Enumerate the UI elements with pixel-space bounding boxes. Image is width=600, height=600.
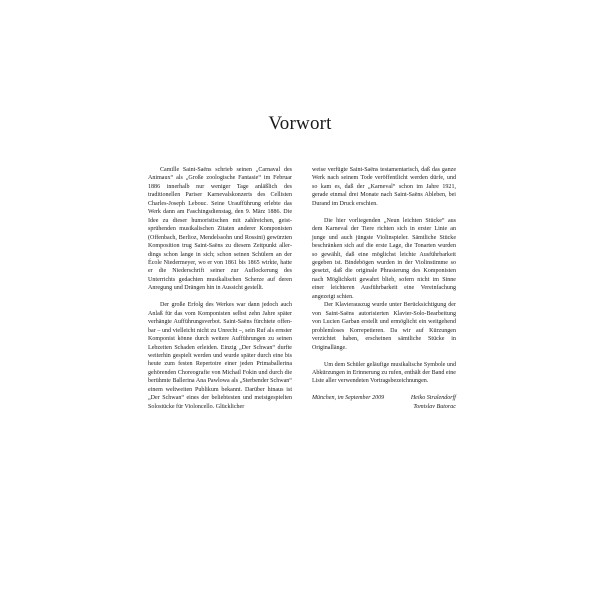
paragraph: Der große Erfolg des Werkes war dann jedoch auch Anlaß für das vom Komponisten selbst zehn Jahre später verhängte Aufführungsverbot. Saint-Saëns fürchtete offenbar – und vielleicht nicht zu Unrecht –, sein Ruf als ernster Komponist könne durch weitere Aufführungen zu seinen Lebzeiten Schaden erleiden. Einzig „Der Schwan“ durfte weiterhin gespielt werden und wurde später durch eine bis heute zum festen Repertoire einer jeden Primaballerina gehörenden Choreografie von Michail Fokin und durch die berühmte Ballerina Ana Pawlowa als „Sterbender Schwan“ einem weltweiten Publikum bekannt. Darüber hinaus ist „Der Schwan“ eines der beliebtesten und meistgespielten Solostücke für Violoncello. Glücklicher [148, 302, 292, 410]
paragraph: weise verfügte Saint-Saëns testamentarisch, daß das ganze Werk nach seinem Tode veröffentlicht werden dürfe, und so kam es, daß der „Karneval“ schon im Jahre 1921, gerade einmal drei Monate nach Saint-Saëns Ableben, bei Durand im Druck erschien. [312, 167, 456, 207]
signature-name: Heiko Stralendorff [410, 395, 456, 402]
signature-place-date: München, im September 2009 [312, 395, 385, 402]
text-column-left [148, 166, 292, 411]
text-column-right [312, 166, 456, 411]
paragraph: Um dem Schüler geläufige musikalische Symbole und Abkürzungen in Erinnerung zu rufen, enthält der Band eine Liste aller verwendeten Vortragsbezeichnungen. [312, 361, 456, 385]
paragraph: Der Klavierauszug wurde unter Berücksichtigung der von Saint-Saëns autorisierten Klavier-Solo-Bearbeitung von Lucien Garban erstellt und ermöglicht ein weitgehend problemloses Korrepetieren. Da wir auf Kürzungen verzichtet haben, erscheinen sämtliche Stücke in Originallänge. [312, 302, 456, 351]
paragraph: Die hier vorliegenden „Neun leichten Stücke“ aus dem Karneval der Tiere richten sich in erster Linie an junge und auch jüngste Violinspieler. Sämtliche Stücke beschränken sich auf die erste Lage, die Tonarten wurden so gewählt, daß eine möglichst leichte Ausführbarkeit gegeben ist. Bindebögen wurden in der Violinstimme so gesetzt, daß die originale Phrasierung des Komponisten nach Möglichkeit gewahrt blieb, sofern nicht im Sinne einer leichteren Ausführbarkeit eine Vereinfachung angezeigt schien. [312, 217, 456, 300]
signature-name: Tomislav Butorac [413, 403, 456, 410]
signature-block [312, 394, 456, 411]
page-title: Vorwort [268, 113, 332, 134]
signature-names [411, 394, 456, 411]
paragraph: Camille Saint-Saëns schrieb seinen „Carnaval des Animaux“ als „Große zoologische Fantasie“ im Februar 1886 innerhalb nur weniger Tage anläßlich des traditionellen Pariser Karnevalskonzerts des Cellisten Charles-Joseph Lebouc. Seine Uraufführung erlebte das Werk dann am Faschingsdienstag, den 9. März 1886. Die Idee zu dieser humoristischen mit zahlreichen, geistsprühenden musikalischen Zitaten anderer Komponisten (Offenbach, Berlioz, Mendelssohn und Rossini) gewürzten Komposition trug Saint-Saëns zu diesem Zeitpunkt allerdings schon lange in sich; schon seinen Schülern an der École Niedermeyer, wo er von 1861 bis 1865 wirkte, hatte er die Niederschrift seiner zur Auflockerung des Unterrichts gedachten musikalischen Scherze auf deren Anregung und Drängen hin in Aussicht gestellt. [148, 167, 292, 292]
